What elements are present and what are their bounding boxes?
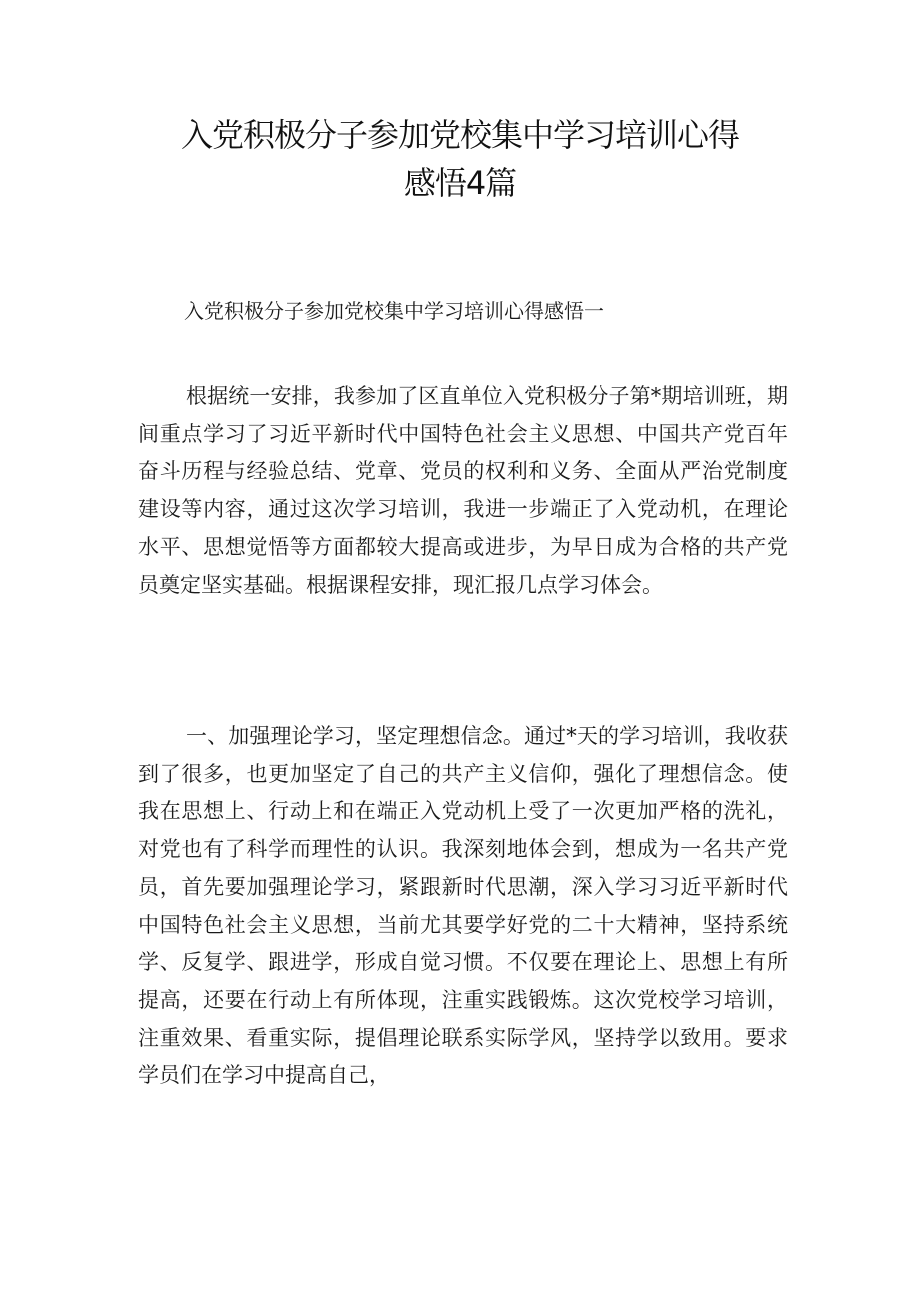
section-heading: 入党积极分子参加党校集中学习培训心得感悟一	[184, 299, 604, 323]
body-paragraph-1: 根据统一安排，我参加了区直单位入党积极分子第*期培训班，期间重点学习了习近平新时代中国特色社会主义思想、中国共产党百年奋斗历程与经验总结、党章、党员的权利和义务、全面从严治党制度建设等内容，通过这次学习培训，我进一步端正了入党动机，在理论水平、思想觉悟等方面都较大提高或进步，为早日成为合格的共产党员奠定坚实基础。根据课程安排，现汇报几点学习体会。	[138, 384, 788, 597]
document-title-line-1: 入党积极分子参加党校集中学习培训心得	[180, 116, 739, 154]
body-paragraph-2: 一、加强理论学习，坚定理想信念。通过*天的学习培训，我收获到了很多，也更加坚定了自己的共产主义信仰，强化了理想信念。使我在思想上、行动上和在端正入党动机上受了一次更加严格的洗礼，对党也有了科学而理性的认识。我深刻地体会到，想成为一名共产党员，首先要加强理论学习，紧跟新时代思潮，深入学习习近平新时代中国特色社会主义思想，当前尤其要学好党的二十大精神，坚持系统学、反复学、跟进学，形成自觉习惯。不仅要在理论上、思想上有所提高，还要在行动上有所体现，注重实践锻炼。这次党校学习培训，注重效果、看重实际，提倡理论联系实际学风，坚持学以致用。要求学员们在学习中提高自己，	[138, 724, 788, 1088]
document-title-line-2: 感悟4篇	[403, 164, 517, 202]
